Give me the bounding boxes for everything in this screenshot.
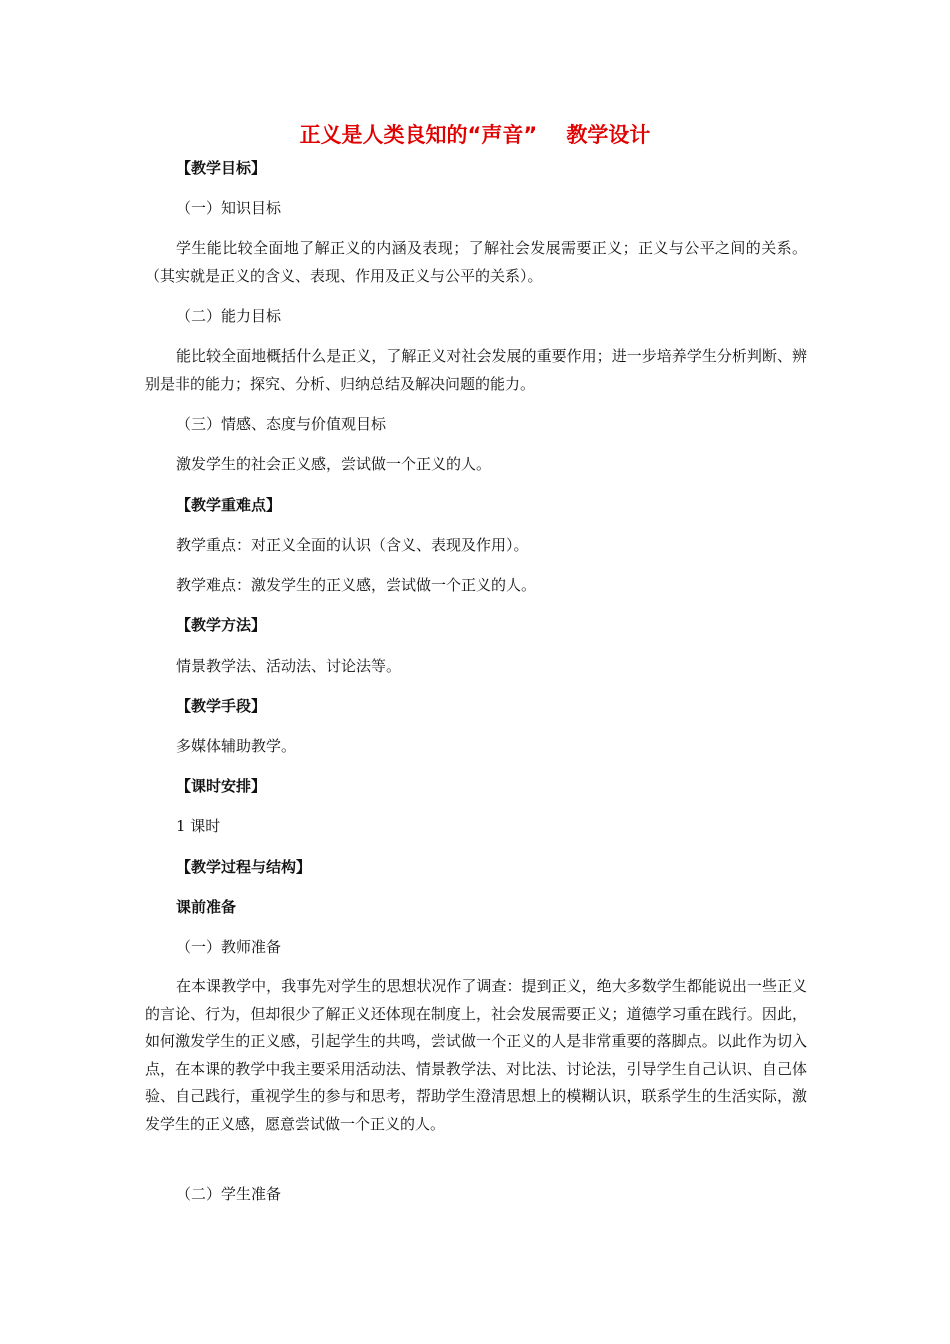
document-title: 正义是人类良知的“声音” 教学设计 (299, 123, 651, 147)
schedule-heading: 【课时安排】 (176, 777, 267, 795)
difficult-point-text: 教学难点：激发学生的正义感，尝试做一个正义的人。 (176, 576, 537, 594)
student-prep-heading: （二）学生准备 (176, 1185, 282, 1203)
teacher-prep-heading: （一）教师准备 (176, 938, 282, 956)
objectives-heading: 【教学目标】 (176, 159, 267, 177)
means-text: 多媒体辅助教学。 (176, 737, 297, 755)
ability-objective-heading: （二）能力目标 (176, 307, 282, 325)
means-heading: 【教学手段】 (176, 697, 267, 715)
key-point-text: 教学重点：对正义全面的认识（含义、表现及作用）。 (176, 536, 529, 554)
methods-heading: 【教学方法】 (176, 616, 267, 634)
knowledge-objective-heading: （一）知识目标 (176, 199, 282, 217)
emotion-objective-text: 激发学生的社会正义感，尝试做一个正义的人。 (176, 455, 492, 473)
emotion-objective-heading: （三）情感、态度与价值观目标 (176, 415, 387, 433)
ability-objective-text: 能比较全面地概括什么是正义，了解正义对社会发展的重要作用；进一步培养学生分析判断、辨别是非的能力；探究、分析、归纳总结及解决问题的能力。 (145, 347, 807, 393)
preparation-heading: 课前准备 (176, 898, 237, 916)
teacher-prep-text: 在本课教学中，我事先对学生的思想状况作了调查：提到正义，绝大多数学生都能说出一些正义的言论、行为，但却很少了解正义还体现在制度上，社会发展需要正义；道德学习重在践行。因此，如何激发学生的正义感，引起学生的共鸣，尝试做一个正义的人是非常重要的落脚点。以此作为切入点，在本课的教学中我主要采用活动法、情景教学法、对比法、讨论法，引导学生自己认识、自己体验、自己践行，重视学生的参与和思考，帮助学生澄清思想上的模糊认识，联系学生的生活实际，激发学生的正义感，愿意尝试做一个正义的人。 (145, 977, 807, 1133)
schedule-text: 1 课时 (176, 817, 221, 835)
key-points-heading: 【教学重难点】 (176, 496, 282, 514)
methods-text: 情景教学法、活动法、讨论法等。 (176, 657, 402, 675)
process-heading: 【教学过程与结构】 (176, 858, 312, 876)
knowledge-objective-text: 学生能比较全面地了解正义的内涵及表现；了解社会发展需要正义；正义与公平之间的关系。（其实就是正义的含义、表现、作用及正义与公平的关系）。 (145, 239, 807, 285)
